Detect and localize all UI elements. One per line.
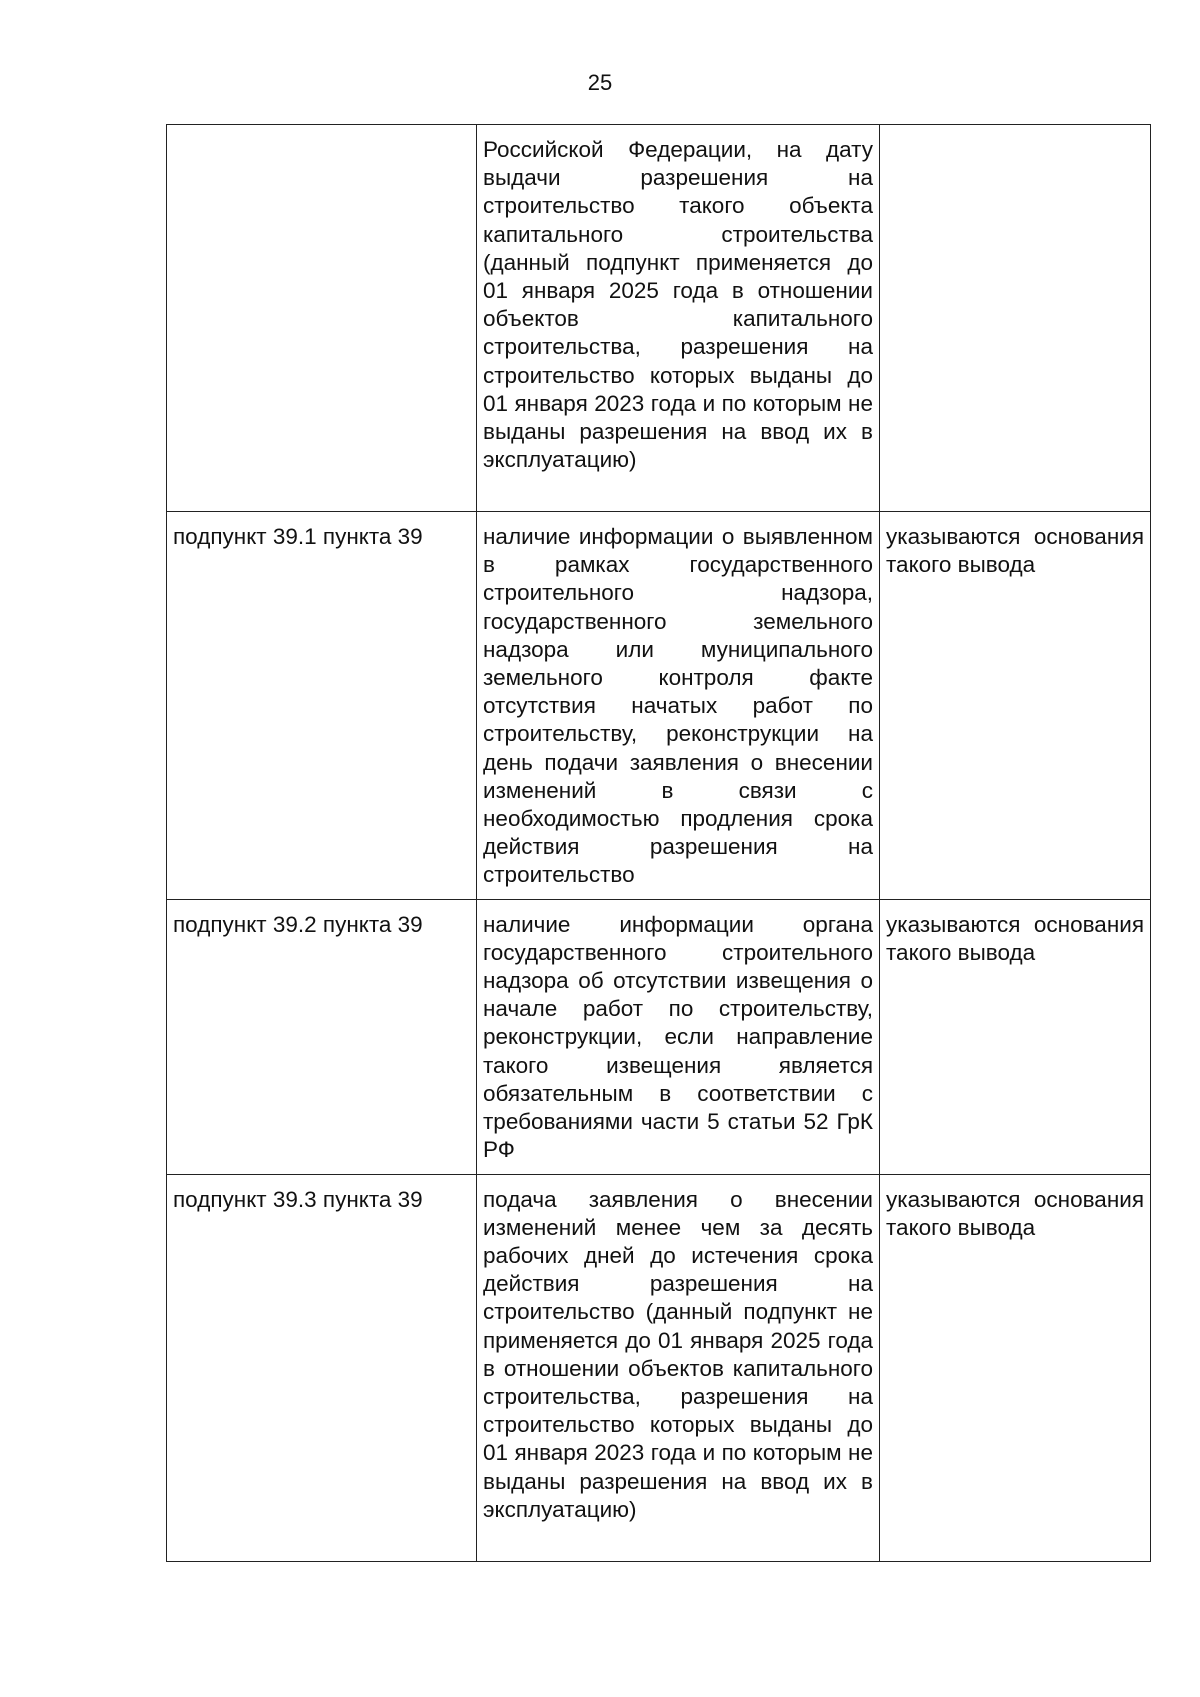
row-description-cell: подача заявления о внесении изменений менее чем за десять рабочих дней до истечения срока действия разрешения на строительство (данный подпункт не применяется до 01 января 2025 года в отношении объектов капитального строительства, разрешения на строительство которых выданы до 01 января 2023 года и по которым не выданы разрешения на ввод их в эксплуатацию)	[477, 1174, 880, 1561]
row-description-cell: Российской Федерации, на дату выдачи разрешения на строительство такого объекта капитального строительства (данный подпункт применяется до 01 января 2025 года в отношении объектов капитального строительства, разрешения на строительство которых выданы до 01 января 2023 года и по которым не выданы разрешения на ввод их в эксплуатацию)	[477, 125, 880, 512]
row-description-cell: наличие информации органа государственного строительного надзора об отсутствии извещения о начале работ по строительству, реконструкции, если направление такого извещения является обязательным в соответствии с требованиями части 5 статьи 52 ГрК РФ	[477, 899, 880, 1174]
table-row	[167, 512, 1151, 900]
row-note-cell: указываются основания такого вывода	[880, 899, 1151, 1174]
table-row	[167, 1174, 1151, 1561]
page-number: 25	[587, 70, 613, 95]
row-reference-cell: подпункт 39.1 пункта 39	[167, 512, 477, 900]
document-table	[166, 124, 1151, 1562]
row-note-cell: указываются основания такого вывода	[880, 1174, 1151, 1561]
row-reference-cell	[167, 125, 477, 512]
row-note-cell	[880, 125, 1151, 512]
table-row	[167, 899, 1151, 1174]
row-reference-cell: подпункт 39.3 пункта 39	[167, 1174, 477, 1561]
table-row	[167, 125, 1151, 512]
row-description-cell: наличие информации о выявленном в рамках государственного строительного надзора, государственного земельного надзора или муниципального земельного контроля факте отсутствия начатых работ по строительству, реконструкции на день подачи заявления о внесении изменений в связи с необходимостью продления срока действия разрешения на строительство	[477, 512, 880, 900]
row-note-cell: указываются основания такого вывода	[880, 512, 1151, 900]
row-reference-cell: подпункт 39.2 пункта 39	[167, 899, 477, 1174]
